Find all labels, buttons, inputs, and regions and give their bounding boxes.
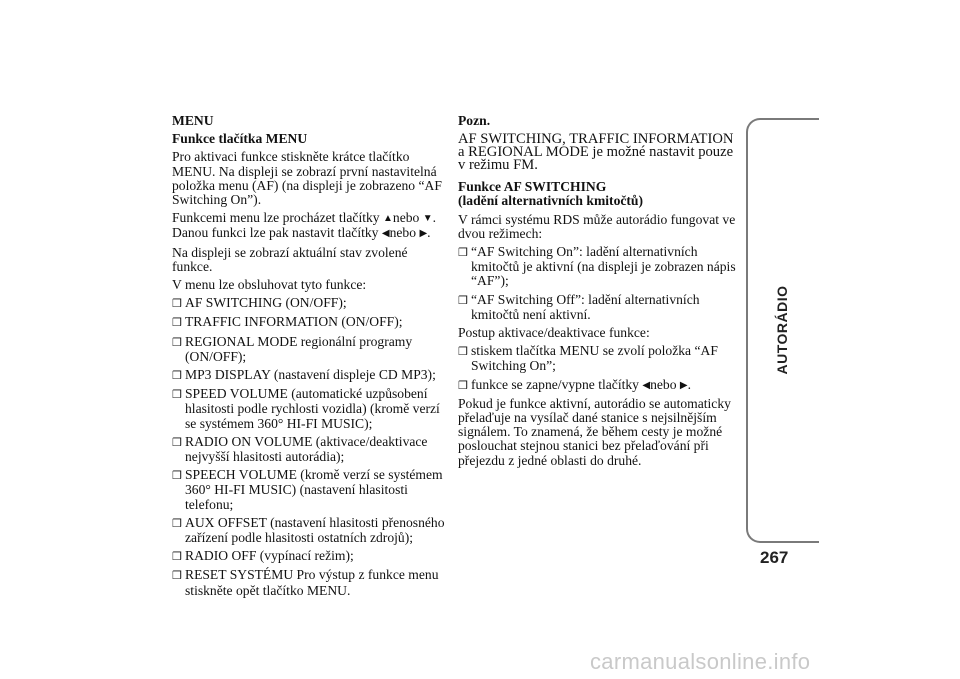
list-item: [172, 435, 450, 464]
right-column: [458, 114, 736, 472]
list-item-text: MP3 DISPLAY (nastavení displeje CD MP3);: [185, 367, 436, 383]
text: .: [427, 225, 431, 241]
paragraph: Postup aktivace/deaktivace funkce:: [458, 325, 650, 341]
list-item-text: RADIO OFF (vypínací režim);: [185, 548, 354, 564]
watermark: carmanualsonline.info: [590, 649, 811, 674]
list-item-text: funkce se zapne/vypne tlačítky: [471, 376, 639, 392]
list-item-text: “AF Switching On”: ladění alternativních kmitočtů je aktivní (na displeji je zobrazen nápis “AF”);: [471, 244, 736, 289]
mode-list: [458, 245, 736, 322]
list-item: [458, 344, 736, 373]
checkbox-bullet-icon: ❒: [172, 389, 182, 402]
list-item-text: RADIO ON VOLUME (aktivace/deaktivace nejvyšší hlasitosti autorádia);: [185, 433, 428, 465]
paragraph: Na displeji se zobrazí aktuální stav zvolené funkce.: [172, 244, 408, 274]
list-item-text: SPEED VOLUME (automatické uzpůsobení hlasitosti podle rychlosti vozidla) (kromě verzí se systémem 360° HI-FI MUSIC);: [185, 386, 440, 431]
list-item: [172, 315, 450, 330]
checkbox-bullet-icon: ❒: [172, 336, 182, 349]
list-item-text: TRAFFIC INFORMATION (ON/OFF);: [185, 314, 403, 330]
page-number: 267: [760, 548, 789, 567]
left-column: [172, 114, 450, 602]
text: nebo: [389, 225, 417, 241]
checkbox-bullet-icon: ❒: [172, 317, 182, 330]
list-item: [172, 387, 450, 431]
checkbox-bullet-icon: ❒: [458, 379, 468, 392]
list-item-text: AUX OFFSET (nastavení hlasitosti přenosného zařízení podle hlasitosti ostatních zdrojů);: [185, 514, 445, 546]
checkbox-bullet-icon: ❒: [458, 247, 468, 260]
list-item-text: SPEECH VOLUME (kromě verzí se systémem 360° HI-FI MUSIC) (nastavení hlasitosti telefonu;: [185, 467, 443, 512]
checkbox-bullet-icon: ❒: [172, 551, 182, 564]
list-item: [172, 516, 450, 545]
paragraph: [172, 211, 450, 241]
list-item: [458, 245, 736, 289]
text: .: [687, 376, 692, 392]
paragraph: V menu lze obsluhovat tyto funkce:: [172, 277, 367, 293]
function-list: [172, 296, 450, 598]
arrow-right-icon: ▶: [419, 228, 428, 240]
list-item-text: stiskem tlačítka MENU se zvolí položka “AF Switching On”;: [471, 343, 718, 374]
list-item: [172, 568, 450, 597]
checkbox-bullet-icon: ❒: [172, 570, 182, 583]
menu-subheading: Funkce tlačítka MENU: [172, 131, 308, 147]
paragraph: V rámci systému RDS může autorádio fungovat ve dvou režimech:: [458, 211, 736, 241]
note-text: AF SWITCHING, TRAFFIC INFORMATION a REGIONAL MODE je možné nastavit pouze v režimu FM.: [458, 131, 734, 174]
menu-heading: MENU: [172, 113, 214, 128]
checkbox-bullet-icon: ❒: [172, 470, 182, 483]
list-item: [172, 335, 450, 364]
text: Funkcemi menu lze procházet tlačítky: [172, 210, 380, 226]
arrow-right-icon: ▶: [679, 379, 688, 391]
checkbox-bullet-icon: ❒: [458, 294, 468, 307]
list-item-text: REGIONAL MODE regionální programy (ON/OFF);: [185, 333, 413, 364]
paragraph: Pokud je funkce aktivní, autorádio se automaticky přelaďuje na vysílač dané stanice s nejsilnějším signálem. To znamená, že během cesty je možné poslouchat stejnou stanici bez přelaďování při přejezdu z jedné oblasti do druhé.: [458, 395, 731, 468]
list-item: [458, 378, 736, 393]
text: nebo: [392, 210, 420, 226]
list-item-text: AF SWITCHING (ON/OFF);: [185, 295, 347, 311]
list-item-text: RESET SYSTÉMU Pro výstup z funkce menu stiskněte opět tlačítko MENU.: [185, 567, 439, 598]
list-item: [172, 368, 450, 383]
checkbox-bullet-icon: ❒: [172, 298, 182, 311]
paragraph: Pro aktivaci funkce stiskněte krátce tlačítko MENU. Na displeji se zobrazí první nastavitelná položka menu (AF) (na displeji je zobrazeno “AF Switching On”).: [172, 149, 442, 208]
text: . Danou funkci lze pak nastavit tlačítky: [172, 210, 437, 241]
text: nebo: [650, 376, 677, 392]
list-item: [172, 296, 450, 311]
note-heading: Pozn.: [458, 113, 491, 128]
checkbox-bullet-icon: ❒: [172, 370, 182, 383]
arrow-left-icon: ◀: [381, 228, 390, 240]
list-item-text: “AF Switching Off”: ladění alternativních kmitočtů není aktivní.: [471, 291, 700, 322]
list-item: [172, 549, 450, 564]
checkbox-bullet-icon: ❒: [458, 346, 468, 359]
af-heading: Funkce AF SWITCHING: [458, 179, 607, 195]
section-label: AUTORÁDIO: [774, 285, 790, 375]
arrow-down-icon: ▼: [422, 213, 433, 225]
list-item: [172, 468, 450, 512]
checkbox-bullet-icon: ❒: [172, 517, 182, 530]
arrow-left-icon: ◀: [642, 379, 651, 391]
list-item: [458, 293, 736, 322]
checkbox-bullet-icon: ❒: [172, 436, 182, 449]
af-subheading: (ladění alternativních kmitočtů): [458, 193, 644, 209]
arrow-up-icon: ▲: [383, 213, 393, 225]
